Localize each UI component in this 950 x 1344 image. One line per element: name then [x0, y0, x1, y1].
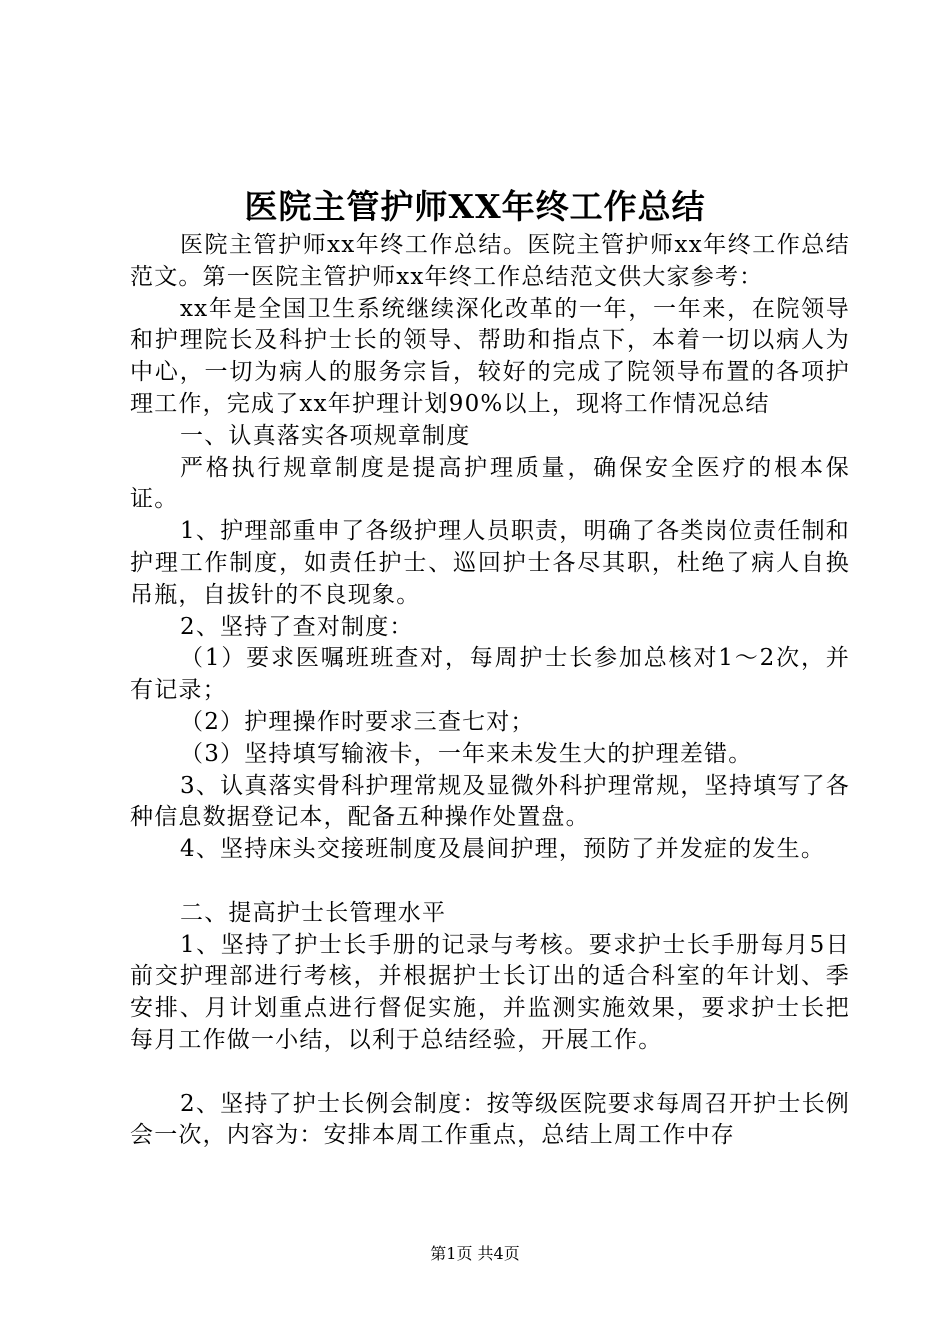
list-item-1: 1、护理部重申了各级护理人员职责，明确了各类岗位责任制和护理工作制度，如责任护士、巡回护士各尽其职，杜绝了病人自换吊瓶，自拔针的不良现象。	[130, 518, 850, 608]
list-item-2: 2、坚持了查对制度：	[180, 613, 414, 640]
blank-line	[130, 866, 850, 898]
list-item-3: 3、认真落实骨科护理常规及显微外科护理常规，坚持填写了各种信息数据登记本，配备五种操作处置盘。	[130, 772, 850, 831]
list-item-4: 4、坚持床头交接班制度及晨间护理，预防了并发症的发生。	[180, 836, 826, 863]
section-heading-2: 二、提高护士长管理水平	[180, 899, 447, 926]
paragraph-summary: xx年是全国卫生系统继续深化改革的一年，一年来，在院领导和护理院长及科护士长的领导、帮助和指点下，本着一切以病人为中心，一切为病人的服务宗旨，较好的完成了院领导布置的各项护理工作，完成了xx年护理计划90%以上，现将工作情况总结	[130, 295, 850, 417]
section-heading-1: 一、认真落实各项规章制度	[180, 422, 471, 449]
sub-item-3: （3）坚持填写输液卡，一年来未发生大的护理差错。	[180, 740, 753, 767]
list-item-5: 1、坚持了护士长手册的记录与考核。要求护士长手册每月5日前交护理部进行考核，并根据护士长订出的适合科室的年计划、季安排、月计划重点进行督促实施，并监测实施效果，要求护士长把每月工作做一小结，以利于总结经验，开展工作。	[130, 931, 850, 1053]
document-title: 医院主管护师XX年终工作总结	[244, 187, 706, 226]
list-item-6: 2、坚持了护士长例会制度：按等级医院要求每周召开护士长例会一次，内容为：安排本周工作重点，总结上周工作中存	[130, 1090, 850, 1149]
blank-line	[130, 1057, 850, 1089]
sub-item-2: （2）护理操作时要求三查七对；	[180, 708, 535, 735]
page-footer: 第1页 共4页	[430, 1244, 520, 1263]
paragraph-rules: 严格执行规章制度是提高护理质量，确保安全医疗的根本保证。	[130, 454, 850, 513]
sub-item-1: （1）要求医嘱班班查对，每周护士长参加总核对1～2次，并有记录；	[130, 645, 850, 704]
paragraph-intro: 医院主管护师xx年终工作总结。医院主管护师xx年终工作总结范文。第一医院主管护师xx年终工作总结范文供大家参考：	[130, 232, 850, 290]
document-body	[130, 230, 850, 1152]
